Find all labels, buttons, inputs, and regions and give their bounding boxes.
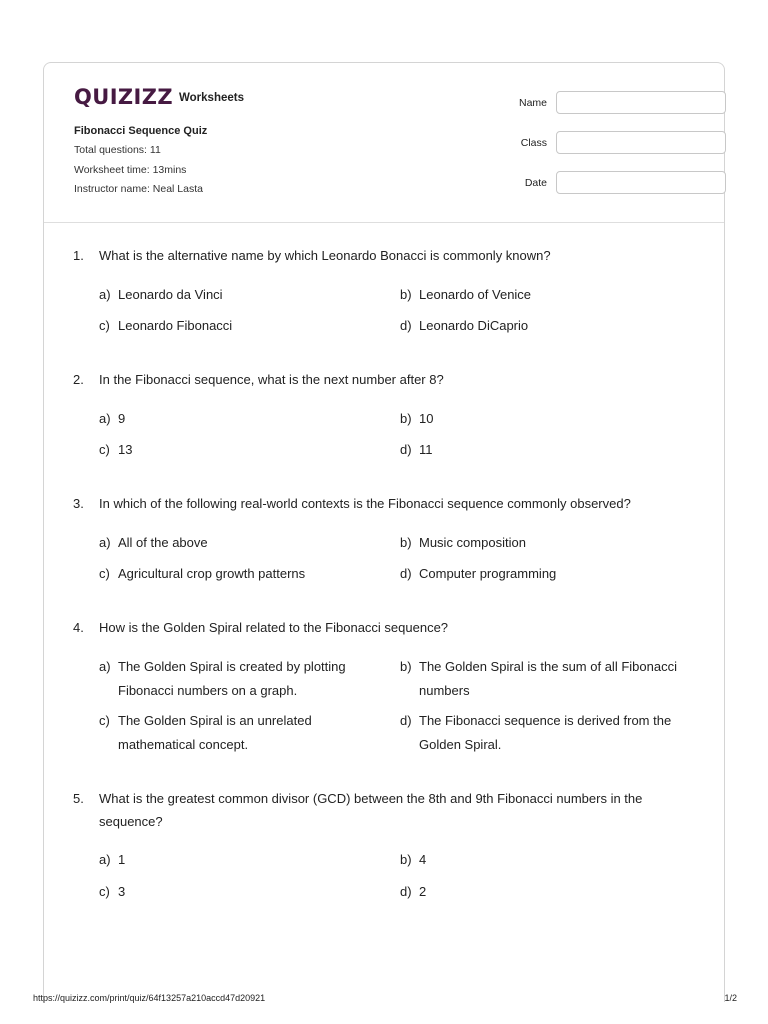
option-a[interactable]: a) 9 [99,411,126,426]
worksheet-time: Worksheet time: 13mins [74,163,187,176]
option-a[interactable]: a) 1 [99,852,126,867]
quiz-meta [74,125,207,203]
question-text: What is the alternative name by which Leonardo Bonacci is commonly known? [99,248,551,263]
option-c[interactable]: c) The Golden Spiral is an unrelated mathematical concept. [99,713,312,752]
question-text: In the Fibonacci sequence, what is the next number after 8? [99,372,444,387]
option-a[interactable]: a) All of the above [99,535,208,550]
question-number: 1. [73,248,84,263]
option-d[interactable]: d) Computer programming [400,566,557,581]
option-b[interactable]: b) Leonardo of Venice [400,287,532,302]
option-b[interactable]: b) 4 [400,852,427,867]
name-field-row [484,91,726,114]
date-label: Date [524,176,547,189]
question-text: How is the Golden Spiral related to the Fibonacci sequence? [99,620,449,635]
worksheet-page [43,62,725,1002]
option-b[interactable]: b) The Golden Spiral is the sum of all Fibonacci numbers [400,659,677,698]
total-questions: Total questions: 11 [74,144,161,156]
option-a[interactable]: a) The Golden Spiral is created by plotting Fibonacci numbers on a graph. [99,659,346,698]
question-number: 5. [73,791,84,806]
question-number: 2. [73,372,84,387]
class-label: Class [520,136,547,149]
option-b[interactable]: b) 10 [400,411,434,426]
question-number: 4. [73,620,84,635]
option-a[interactable]: a) Leonardo da Vinci [99,287,223,302]
footer-url: https://quizizz.com/print/quiz/64f13257a210accd47d20921 [33,993,266,1003]
instructor-name: Instructor name: Neal Lasta [74,183,203,195]
option-c[interactable]: c) 3 [99,884,126,899]
option-d[interactable]: d) 2 [400,884,427,899]
brand [74,85,244,109]
class-field-row [484,131,726,154]
option-d[interactable]: d) The Fibonacci sequence is derived from the Golden Spiral. [400,713,672,752]
name-input[interactable] [556,91,726,114]
date-input[interactable] [556,171,726,194]
brand-product: Worksheets [179,91,244,104]
footer-page-number: 1/2 [724,993,737,1003]
question-text: What is the greatest common divisor (GCD) between the 8th and 9th Fibonacci numbers in the sequence? [99,791,643,829]
option-d[interactable]: d) 11 [400,442,433,457]
question-number: 3. [73,496,84,511]
class-input[interactable] [556,131,726,154]
date-field-row [484,171,726,194]
option-b[interactable]: b) Music composition [400,535,526,550]
option-c[interactable]: c) Leonardo Fibonacci [99,318,233,333]
option-c[interactable]: c) Agricultural crop growth patterns [99,566,306,581]
option-c[interactable]: c) 13 [99,442,133,457]
quizizz-logo: QUIZIZZ [74,85,174,109]
question-text: In which of the following real-world contexts is the Fibonacci sequence commonly observed? [99,496,631,511]
quiz-title: Fibonacci Sequence Quiz [74,125,208,137]
name-label: Name [518,96,547,109]
worksheet-header [44,63,724,223]
option-d[interactable]: d) Leonardo DiCaprio [400,318,529,333]
